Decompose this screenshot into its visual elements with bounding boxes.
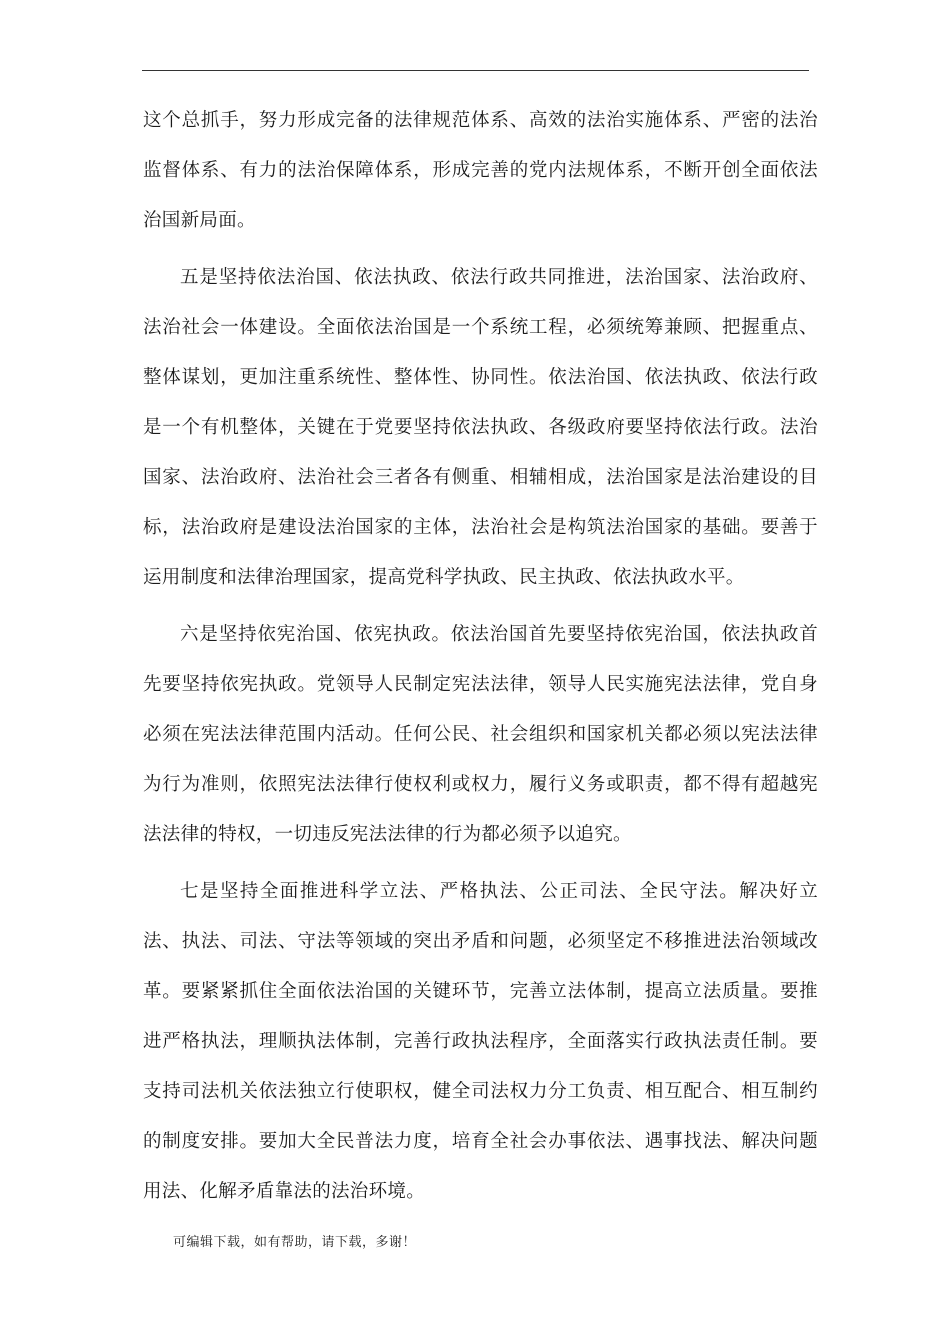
paragraph-continuation: 这个总抓手，努力形成完备的法律规范体系、高效的法治实施体系、严密的法治监督体系、有力的法治保障体系，形成完善的党内法规体系，不断开创全面依法治国新局面。 bbox=[143, 110, 818, 231]
footer-note: 可编辑下载，如有帮助，请下载，多谢！ bbox=[173, 1235, 417, 1250]
paragraph-point-seven: 七是坚持全面推进科学立法、严格执法、公正司法、全民守法。解决好立法、执法、司法、守法等领域的突出矛盾和问题，必须坚定不移推进法治领域改革。要紧紧抓住全面依法治国的关键环节，完善立法体制，提高立法质量。要推进严格执法，理顺执法体制，完善行政执法程序，全面落实行政执法责任制。要支持司法机关依法独立行使职权，健全司法权力分工负责、相互配合、相互制约的制度安排。要加大全民普法力度，培育全社会办事依法、遇事找法、解决问题用法、化解矛盾靠法的法治环境。 bbox=[143, 881, 818, 1202]
paragraph-point-five: 五是坚持依法治国、依法执政、依法行政共同推进，法治国家、法治政府、法治社会一体建设。全面依法治国是一个系统工程，必须统筹兼顾、把握重点、整体谋划，更加注重系统性、整体性、协同性。依法治国、依法执政、依法行政是一个有机整体，关键在于党要坚持依法执政、各级政府要坚持依法行政。法治国家、法治政府、法治社会三者各有侧重、相辅相成，法治国家是法治建设的目标，法治政府是建设法治国家的主体，法治社会是构筑法治国家的基础。要善于运用制度和法律治理国家，提高党科学执政、民主执政、依法执政水平。 bbox=[143, 267, 818, 588]
body-text bbox=[143, 96, 818, 1217]
header-rule bbox=[142, 70, 809, 71]
paragraph-point-six: 六是坚持依宪治国、依宪执政。依法治国首先要坚持依宪治国，依法执政首先要坚持依宪执政。党领导人民制定宪法法律，领导人民实施宪法法律，党自身必须在宪法法律范围内活动。任何公民、社会组织和国家机关都必须以宪法法律为行为准则，依照宪法法律行使权利或权力，履行义务或职责，都不得有超越宪法法律的特权，一切违反宪法法律的行为都必须予以追究。 bbox=[143, 624, 818, 845]
